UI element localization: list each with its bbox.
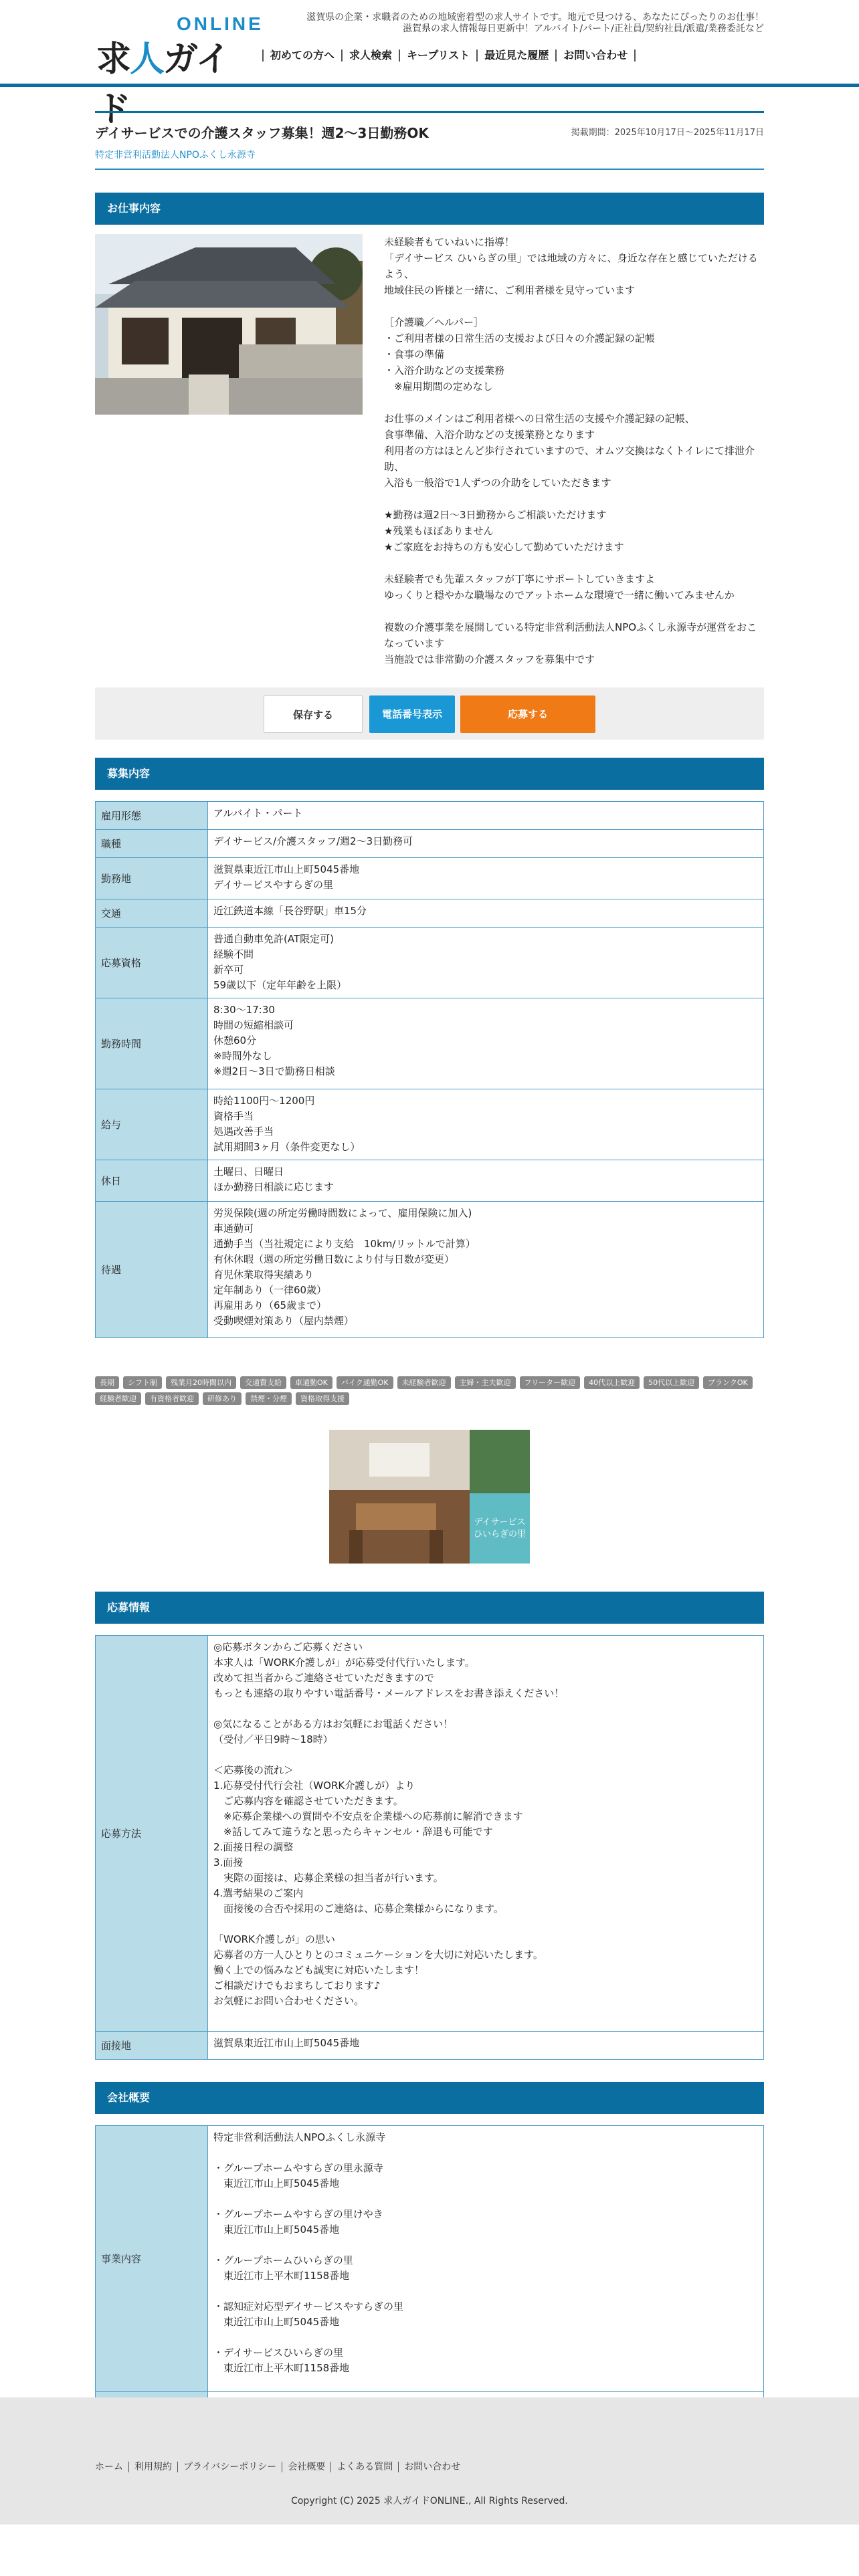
row-label: 待遇 bbox=[96, 1202, 208, 1338]
feature-tag: 50代以上歓迎 bbox=[644, 1376, 699, 1389]
footer-link-company[interactable]: 会社概要 bbox=[282, 2462, 330, 2472]
feature-tag: フリーター歓迎 bbox=[520, 1376, 581, 1389]
nav-job-search[interactable]: 求人検索 bbox=[343, 49, 400, 62]
interior-photo bbox=[329, 1430, 530, 1564]
company-link[interactable]: 特定非営利活動法人NPOふくし永源寺 bbox=[95, 150, 256, 160]
site-tagline: 滋賀県の企業・求職者のための地域密着型の求人サイトです。地元で見つける、あなたにぴったりのお仕事！ 滋賀県の求人情報毎日更新中！アルバイト/パート/正社員/契約社員/派遣/業務委託など bbox=[306, 12, 764, 34]
row-value: 普通自動車免許(AT限定可) 経験不問 新卒可 59歳以下（定年年齢を上限） bbox=[208, 928, 764, 998]
copyright: Copyright (C) 2025 求人ガイドONLINE., All Rights Reserved. bbox=[291, 2496, 568, 2506]
row-value: 近江鉄道本線「長谷野駅」車15分 bbox=[208, 899, 764, 928]
feature-tag: バイク通勤OK bbox=[337, 1376, 393, 1389]
table-row bbox=[96, 928, 764, 998]
workplace-photo bbox=[95, 234, 363, 415]
show-phone-button[interactable]: 電話番号表示 bbox=[369, 695, 455, 733]
row-label: 雇用形態 bbox=[96, 802, 208, 830]
action-buttons bbox=[95, 687, 764, 740]
site-logo[interactable] bbox=[96, 11, 264, 130]
row-value: ◎応募ボタンからご応募ください 本求人は「WORK介護しが」が応募受付代行いたします。 改めて担当者からご連絡させていただきますので もっとも連絡の取りやすい電話番号・メールアドレスをお書き添えください！ ◎気になることがある方はお気軽にお電話ください！ （受付／平日9時〜18時） ＜応募後の流れ＞ 1.応募受付代行会社（WORK介護しが）より ご応募内容を確認させていただきます。 ※応募企業様への質問や不安点を企業様への応募前に解消できます ※話してみて違うなと思ったらキャンセル・辞退も可能です 2.面接日程の調整 3.面接 実際の面接は、応募企業様の担当者が行います。 4.選考結果のご案内 面接後の合否や採用のご連絡は、応募企業様からになります。 「WORK介護しが」の思い 応募者の方一人ひとりとのコミュニケーションを大切に対応いたします。 働く上での悩みなども誠実に対応いたします！ ご相談だけでもおまちしております♪ お気軽にお問い合わせください。 bbox=[208, 1636, 764, 2032]
table-row bbox=[96, 858, 764, 899]
apply-button[interactable]: 応募する bbox=[460, 695, 595, 733]
row-value: アルバイト・パート bbox=[208, 802, 764, 830]
nav-recent-history[interactable]: 最近見た履歴 bbox=[478, 49, 557, 62]
table-row bbox=[96, 802, 764, 830]
footer-link-terms[interactable]: 利用規約 bbox=[128, 2462, 177, 2472]
table-row bbox=[96, 998, 764, 1089]
logo-online-text: ONLINE bbox=[177, 13, 264, 34]
table-row bbox=[96, 1089, 764, 1160]
job-title: デイサービスでの介護スタッフ募集！週2〜3日勤務OK bbox=[95, 125, 429, 141]
footer-nav bbox=[95, 2462, 466, 2472]
table-row bbox=[96, 830, 764, 858]
company-table bbox=[95, 2125, 764, 2420]
row-value: 滋賀県東近江市山上町5045番地 デイサービスやすらぎの里 bbox=[208, 858, 764, 899]
section-apply-header: 応募情報 bbox=[95, 1592, 764, 1624]
table-row bbox=[96, 2032, 764, 2060]
work-description: 未経験者もていねいに指導！ 「デイサービス ひいらぎの里」では地域の方々に、身近な存在と感じていただけるよう、 地域住民の皆様と一緒に、ご利用者様を見守っています ［介護職／ヘルパー］ ・ご利用者様の日常生活の支援および日々の介護記録の記帳 ・食事の準備 ・入浴介助などの支援業務 ※雇用期間の定めなし お仕事のメインはご利用者様への日常生活の支援や介護記録の記帳、 食事準備、入浴介助などの支援業務となります 利用者の方はほとんど歩行されていますので、オムツ交換はなくトイレにて排泄介助、 入浴も一般浴で1人ずつの介助をしていただきます ★勤務は週2日〜3日勤務からご相談いただけます ★残業もほぼありません ★ご家庭をお持ちの方も安心して勤めていただけます 未経験者でも先輩スタッフが丁寧にサポートしていきますよ ゆっくりと穏やかな職場なのでアットホームな環境で一緒に働いてみませんか 複数の介護事業を展開している特定非営利活動法人NPOふくし永源寺が運営をおこなっています 当施設では非常勤の介護スタッフを募集中です bbox=[384, 236, 758, 665]
section-recruit-header: 募集内容 bbox=[95, 758, 764, 790]
row-label: 勤務地 bbox=[96, 858, 208, 899]
table-row bbox=[96, 2126, 764, 2392]
feature-tag: 研修あり bbox=[203, 1392, 242, 1405]
row-label: 勤務時間 bbox=[96, 998, 208, 1089]
row-label: 休日 bbox=[96, 1160, 208, 1202]
row-value: 特定非営利活動法人NPOふくし永源寺 ・グループホームやすらぎの里永源寺 東近江市山上町5045番地 ・グループホームやすらぎの里けやき 東近江市山上町5045番地 ・グループホームひいらぎの里 東近江市上平木町1158番地 ・認知症対応型デイサービスやすらぎの里 東近江市山上町5045番地 ・デイサービスひいらぎの里 東近江市上平木町1158番地 bbox=[208, 2126, 764, 2392]
save-button[interactable]: 保存する bbox=[264, 695, 363, 733]
row-value: 8:30〜17:30 時間の短縮相談可 休憩60分 ※時間外なし ※週2日〜3日で勤務日相談 bbox=[208, 998, 764, 1089]
posting-period: 掲載期間：2025年10月17日〜2025年11月17日 bbox=[571, 128, 764, 138]
nav-keep-list[interactable]: キープリスト bbox=[400, 49, 478, 62]
global-nav bbox=[262, 49, 636, 62]
section-company-header: 会社概要 bbox=[95, 2082, 764, 2114]
row-value: 労災保険(週の所定労働時間数によって、雇用保険に加入) 車通勤可 通勤手当（当社規定により支給 10km/リットルで計算） 有休休暇（週の所定労働日数により付与日数が変更） 育児休業取得実績あり 定年制あり（一律60歳） 再雇用あり（65歳まで） 受動喫煙対策あり（屋内禁煙） bbox=[208, 1202, 764, 1338]
row-label: 事業内容 bbox=[96, 2126, 208, 2392]
feature-tag: 交通費支給 bbox=[240, 1376, 286, 1389]
site-footer bbox=[0, 2397, 859, 2525]
svg-text:デイサービス: デイサービス bbox=[474, 1517, 526, 1527]
nav-first-time[interactable]: 初めての方へ bbox=[262, 49, 343, 62]
recruit-table bbox=[95, 801, 764, 1338]
svg-text:ひいらぎの里: ひいらぎの里 bbox=[473, 1529, 527, 1539]
footer-link-privacy[interactable]: プライバシーポリシー bbox=[177, 2462, 282, 2472]
logo-main-text: 求人ガイド bbox=[96, 39, 229, 130]
feature-tag: 残業月20時間以内 bbox=[166, 1376, 236, 1389]
row-value: 時給1100円〜1200円 資格手当 処遇改善手当 試用期間3ヶ月（条件変更なし） bbox=[208, 1089, 764, 1160]
table-row bbox=[96, 1160, 764, 1202]
feature-tag: 主婦・主夫歓迎 bbox=[455, 1376, 516, 1389]
row-label: 応募資格 bbox=[96, 928, 208, 998]
footer-link-home[interactable]: ホーム bbox=[95, 2462, 123, 2472]
row-value: デイサービス/介護スタッフ/週2〜3日勤務可 bbox=[208, 830, 764, 858]
table-row bbox=[96, 1636, 764, 2032]
row-value: 土曜日、日曜日 ほか勤務日相談に応じます bbox=[208, 1160, 764, 1202]
row-label: 応募方法 bbox=[96, 1636, 208, 2032]
feature-tag: 未経験者歓迎 bbox=[397, 1376, 451, 1389]
row-label: 交通 bbox=[96, 899, 208, 928]
feature-tag: 車通勤OK bbox=[290, 1376, 332, 1389]
feature-tag: 長期 bbox=[95, 1376, 119, 1389]
feature-tag: 有資格者歓迎 bbox=[145, 1392, 199, 1405]
feature-tag: ブランクOK bbox=[703, 1376, 753, 1389]
apply-table bbox=[95, 1635, 764, 2060]
nav-contact[interactable]: お問い合わせ bbox=[557, 49, 636, 62]
footer-link-faq[interactable]: よくある質問 bbox=[330, 2462, 398, 2472]
job-title-box bbox=[95, 111, 764, 170]
footer-link-contact[interactable]: お問い合わせ bbox=[398, 2462, 466, 2472]
site-header bbox=[0, 0, 859, 130]
row-value: 滋賀県東近江市山上町5045番地 bbox=[208, 2032, 764, 2060]
feature-tag: 禁煙・分煙 bbox=[246, 1392, 292, 1405]
feature-tag: 40代以上歓迎 bbox=[584, 1376, 640, 1389]
row-label: 給与 bbox=[96, 1089, 208, 1160]
table-row bbox=[96, 899, 764, 928]
feature-tag: 資格取得支援 bbox=[296, 1392, 349, 1405]
table-row bbox=[96, 1202, 764, 1338]
section-work-header: お仕事内容 bbox=[95, 193, 764, 225]
feature-tag: シフト制 bbox=[123, 1376, 162, 1389]
row-label: 面接地 bbox=[96, 2032, 208, 2060]
feature-tags bbox=[95, 1376, 771, 1405]
feature-tag: 経験者歓迎 bbox=[95, 1392, 141, 1405]
row-label: 職種 bbox=[96, 830, 208, 858]
